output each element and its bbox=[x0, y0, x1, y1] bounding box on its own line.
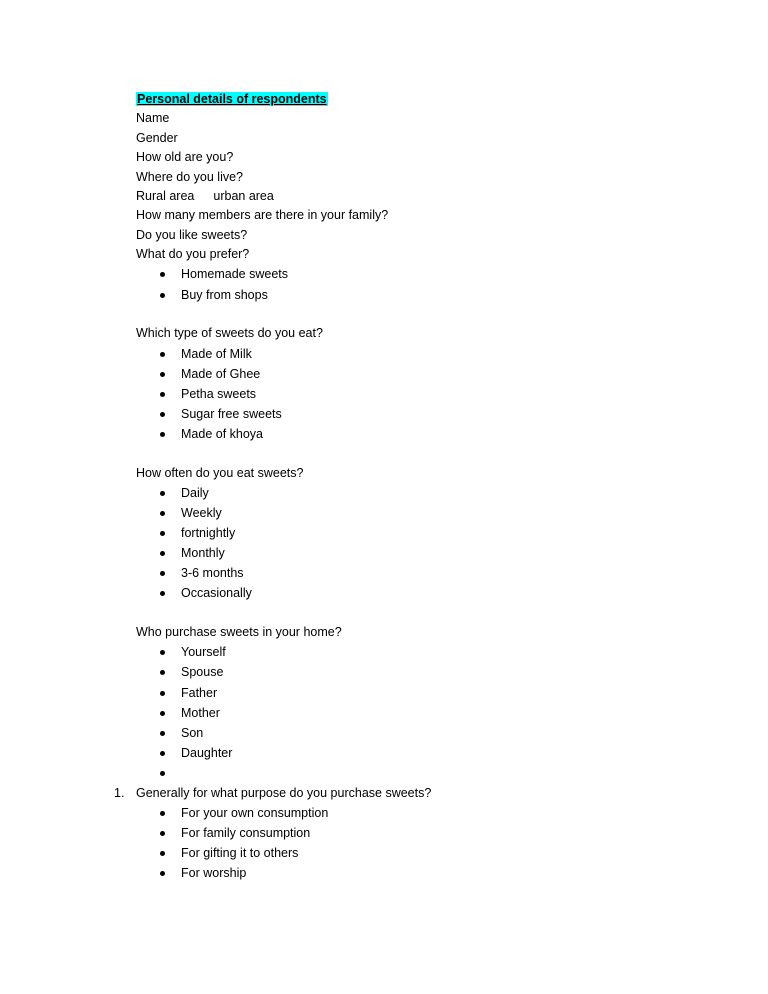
bullet-icon bbox=[160, 571, 165, 576]
bullet-icon bbox=[160, 751, 165, 756]
bullet-icon bbox=[160, 731, 165, 736]
list-item: Spouse bbox=[181, 665, 224, 679]
question-type: Which type of sweets do you eat? bbox=[136, 326, 323, 340]
bullet-icon bbox=[160, 551, 165, 556]
list-item: Petha sweets bbox=[181, 387, 257, 401]
list-item: Son bbox=[181, 726, 204, 740]
bullet-icon bbox=[160, 871, 165, 876]
list-item: Made of khoya bbox=[181, 427, 263, 441]
list-item: Made of Ghee bbox=[181, 367, 261, 381]
bullet-icon bbox=[160, 432, 165, 437]
list-item: Father bbox=[181, 686, 218, 700]
list-item: For family consumption bbox=[181, 826, 311, 840]
bullet-icon bbox=[160, 511, 165, 516]
bullet-icon bbox=[160, 691, 165, 696]
question-prefer: What do you prefer? bbox=[136, 247, 250, 261]
list-item: Monthly bbox=[181, 546, 225, 560]
question-purpose: Generally for what purpose do you purchase sweets? bbox=[136, 786, 432, 800]
bullet-icon bbox=[160, 531, 165, 536]
list-item: Occasionally bbox=[181, 586, 252, 600]
list-item: Daily bbox=[181, 486, 209, 500]
question-members: How many members are there in your family? bbox=[136, 208, 389, 222]
bullet-icon bbox=[160, 392, 165, 397]
list-item: Mother bbox=[181, 706, 220, 720]
bullet-icon bbox=[160, 851, 165, 856]
question-like: Do you like sweets? bbox=[136, 228, 248, 242]
list-item: Yourself bbox=[181, 645, 226, 659]
bullet-icon bbox=[160, 591, 165, 596]
bullet-icon bbox=[160, 670, 165, 675]
bullet-icon bbox=[160, 293, 165, 298]
field-gender: Gender bbox=[136, 131, 178, 145]
bullet-icon bbox=[160, 372, 165, 377]
question-number: 1. bbox=[114, 786, 125, 800]
section-heading bbox=[136, 91, 328, 107]
bullet-icon bbox=[160, 650, 165, 655]
bullet-icon bbox=[160, 771, 165, 776]
bullet-icon bbox=[160, 711, 165, 716]
list-item: 3-6 months bbox=[181, 566, 244, 580]
field-name: Name bbox=[136, 111, 170, 125]
option-urban: urban area bbox=[213, 189, 274, 203]
bullet-icon bbox=[160, 272, 165, 277]
heading-highlight: Personal details of respondents bbox=[137, 92, 327, 106]
live-options bbox=[136, 188, 274, 204]
bullet-icon bbox=[160, 811, 165, 816]
question-live: Where do you live? bbox=[136, 170, 244, 184]
list-item: For your own consumption bbox=[181, 806, 329, 820]
bullet-icon bbox=[160, 831, 165, 836]
list-item: Homemade sweets bbox=[181, 267, 288, 281]
list-item: For gifting it to others bbox=[181, 846, 299, 860]
list-item: For worship bbox=[181, 866, 247, 880]
question-often: How often do you eat sweets? bbox=[136, 466, 304, 480]
bullet-icon bbox=[160, 491, 165, 496]
bullet-icon bbox=[160, 352, 165, 357]
list-item: Weekly bbox=[181, 506, 222, 520]
bullet-icon bbox=[160, 412, 165, 417]
list-item: fortnightly bbox=[181, 526, 236, 540]
list-item: Buy from shops bbox=[181, 288, 268, 302]
question-age: How old are you? bbox=[136, 150, 234, 164]
option-rural: Rural area bbox=[136, 189, 195, 203]
question-who: Who purchase sweets in your home? bbox=[136, 625, 342, 639]
list-item: Daughter bbox=[181, 746, 233, 760]
list-item: Sugar free sweets bbox=[181, 407, 282, 421]
list-item: Made of Milk bbox=[181, 347, 252, 361]
